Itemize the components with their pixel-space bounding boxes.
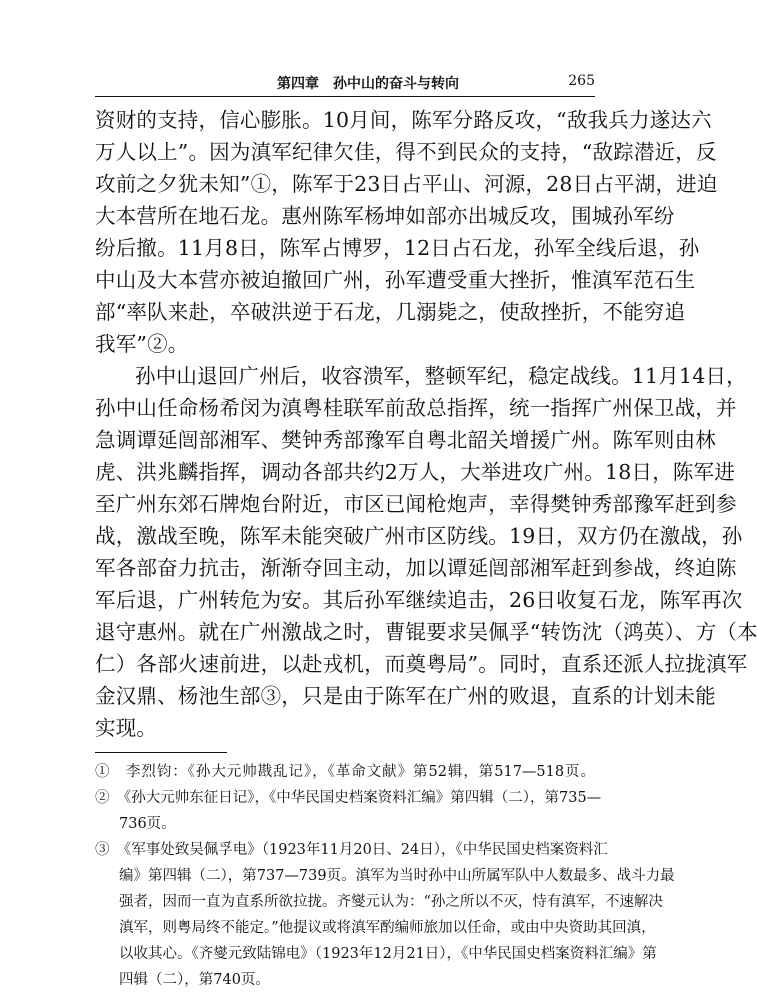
body-line: 虎、洪兆麟指挥，调动各部共约2万人，大举进攻广州。18日，陈军进 bbox=[95, 460, 736, 484]
body-line: 战，激战至晚，陈军未能突破广州市区防线。19日，双方仍在激战，孙 bbox=[95, 524, 743, 548]
body-line: 军后退，广州转危为安。其后孙军继续追击，26日收复石龙，陈军再次 bbox=[95, 588, 743, 612]
footnote-line: 编》第四辑（二），第737—739页。滇军为当时孙中山所属军队中人数最多、战斗力最 bbox=[119, 868, 675, 884]
body-line: 至广州东郊石牌炮台附近，市区已闻枪炮声，幸得樊钟秀部豫军赶到参 bbox=[95, 492, 737, 516]
body-line: 军各部奋力抗击，渐渐夺回主动，加以谭延闿部湘军赶到参战，终迫陈 bbox=[95, 556, 737, 580]
body-line: 中山及大本营亦被迫撤回广州，孙军遭受重大挫折，惟滇军范石生 bbox=[95, 268, 696, 292]
footnote-line: ② 《孙大元帅东征日记》，《中华民国史档案资料汇编》第四辑（二），第735— bbox=[95, 790, 602, 806]
body-line: 纷后撤。11月8日，陈军占博罗，12日占石龙，孙军全线后退，孙 bbox=[95, 236, 700, 260]
chapter-title: 第四章 孙中山的奋斗与转向 bbox=[277, 76, 459, 92]
body-line: 部“率队来赴，卒破洪逆于石龙，几溺毙之，使敌挫折，不能穷追 bbox=[95, 300, 686, 324]
body-line: 孙中山任命杨希闵为滇粤桂联军前敌总指挥，统一指挥广州保卫战，并 bbox=[95, 396, 737, 420]
body-line: 大本营所在地石龙。惠州陈军杨坤如部亦出城反攻，围城孙军纷 bbox=[95, 204, 675, 228]
footnote-line: 736页。 bbox=[119, 816, 176, 832]
footnote-rule bbox=[95, 752, 227, 753]
footnote-line: ① 李烈钧：《孙大元帅戡乱记》，《革命文献》第52辑，第517—518页。 bbox=[95, 764, 595, 780]
footnote-line: 四辑（二），第740页。 bbox=[119, 972, 270, 988]
header-rule bbox=[95, 96, 595, 97]
body-line: 孙中山退回广州后，收容溃军，整顿军纪，稳定战线。11月14日， bbox=[135, 364, 747, 388]
body-line: 资财的支持，信心膨胀。10月间，陈军分路反攻，“敌我兵力遂达六 bbox=[95, 108, 712, 132]
body-line: 金汉鼎、杨池生部③，只是由于陈军在广州的败退，直系的计划未能 bbox=[95, 684, 716, 708]
footnote-line: 强者，因而一直为直系所欲拉拢。齐燮元认为：“孙之所以不灭，恃有滇军，不速解决 bbox=[119, 894, 663, 910]
body-line: 退守惠州。就在广州激战之时，曹锟要求吴佩孚“转饬沈（鸿英）、方（本 bbox=[95, 620, 758, 644]
body-line: 急调谭延闿部湘军、樊钟秀部豫军自粤北韶关增援广州。陈军则由林 bbox=[95, 428, 716, 452]
page-number: 265 bbox=[568, 73, 595, 89]
body-line: 仁）各部火速前进，以赴戎机，而奠粤局”。同时，直系还派人拉拢滇军 bbox=[95, 652, 748, 676]
footnote-line: 以收其心。《齐燮元致陆锦电》（1923年12月21日），《中华民国史档案资料汇编》第 bbox=[119, 946, 657, 962]
body-line: 万人以上”。因为滇军纪律欠佳，得不到民众的支持，“敌踪潜近，反 bbox=[95, 140, 717, 164]
footnote-line: ③ 《军事处致吴佩孚电》（1923年11月20日、24日），《中华民国史档案资料汇 bbox=[95, 842, 608, 858]
running-header bbox=[95, 71, 595, 93]
body-line: 我军”②。 bbox=[95, 332, 189, 356]
body-line: 实现。 bbox=[95, 716, 158, 740]
body-line: 攻前之夕犹未知”①，陈军于23日占平山、河源，28日占平湖，进迫 bbox=[95, 172, 718, 196]
footnote-line: 滇军，则粤局终不能定。”他提议或将滇军酌编师旅加以任命，或由中央资助其回滇， bbox=[119, 920, 656, 936]
